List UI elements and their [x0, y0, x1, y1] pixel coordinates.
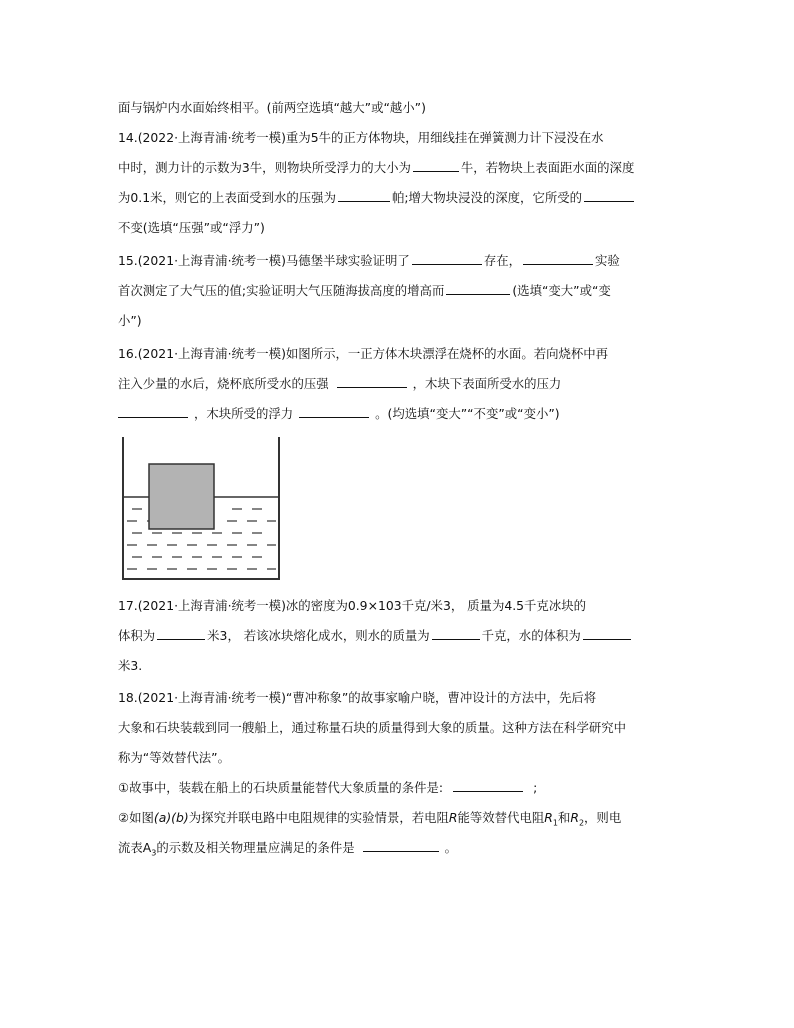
- question-18-line-5: [118, 808, 682, 833]
- text: R: [570, 810, 579, 825]
- answer-blank: [584, 189, 634, 202]
- answer-blank: [432, 627, 480, 640]
- text: 。: [444, 840, 457, 855]
- answer-blank: [338, 189, 390, 202]
- question-17-line-3: 米3.: [118, 658, 143, 673]
- subscript: 1: [552, 818, 558, 828]
- text: (b): [171, 810, 189, 825]
- subscript: 2: [578, 818, 585, 828]
- question-14-line-2: [118, 158, 682, 178]
- answer-blank: [583, 627, 631, 640]
- answer-blank: [413, 159, 459, 172]
- answer-blank: [412, 252, 482, 265]
- text: ，则电: [584, 810, 622, 825]
- question-14-line-3: [118, 188, 682, 208]
- beaker-figure: [122, 437, 280, 580]
- answer-blank: [363, 839, 439, 852]
- answer-blank: [299, 405, 369, 418]
- answer-blank: [446, 282, 510, 295]
- text: 千克，水的体积为: [481, 628, 581, 643]
- question-18-line-2: 大象和石块装载到同一艘船上，通过称量石块的质量得到大象的质量。这种方法在科学研究中: [118, 720, 627, 735]
- text: 米3， 若该冰块熔化成水，则水的质量为: [207, 628, 430, 643]
- text: 的示数及相关物理量应满足的条件是: [156, 840, 355, 855]
- text: 流表A: [118, 840, 152, 855]
- text: 存在，: [483, 253, 521, 268]
- text: (选填“变大”或“变: [512, 283, 611, 298]
- text: ②如图: [118, 810, 154, 825]
- question-15-line-3: 小”): [118, 313, 142, 328]
- question-16-line-1: 16.(2021·上海青浦·统考一模)如图所示，一正方体木块漂浮在烧杯的水面。若向烧杯中再: [118, 346, 609, 361]
- text: 牛，若物块上表面距水面的深度: [460, 160, 635, 175]
- text-line: 面与锅炉内水面始终相平。(前两空选填“越大”或“越小”): [118, 100, 426, 115]
- question-14-line-1: 14.(2022·上海青浦·统考一模)重为5牛的正方体物块，用细线挂在弹簧测力计下浸没在水: [118, 130, 604, 145]
- text: 能等效替代电阻: [457, 810, 545, 825]
- answer-blank: [453, 779, 523, 792]
- text: 体积为: [118, 628, 156, 643]
- answer-blank: [523, 252, 593, 265]
- question-18-line-6: [118, 838, 682, 863]
- question-16-line-2: [118, 374, 682, 394]
- question-15-line-1: [118, 251, 682, 271]
- text: ，木块所受的浮力: [194, 406, 294, 421]
- wooden-block: [149, 464, 214, 529]
- question-15-line-2: [118, 281, 682, 301]
- text: 为探究并联电路中电阻规律的实验情景，若电阻: [188, 810, 449, 825]
- text: ①故事中，装载在船上的石块质量能替代大象质量的条件是:: [118, 780, 444, 795]
- subscript: 3: [151, 848, 157, 858]
- text: 注入少量的水后，烧杯底所受水的压强: [118, 376, 329, 391]
- text: 帕;增大物块浸没的深度，它所受的: [391, 190, 583, 205]
- text: R: [544, 810, 553, 825]
- question-16-line-3: [118, 404, 682, 424]
- question-18-line-4: [118, 778, 682, 798]
- question-14-line-4: 不变(选填“压强”或“浮力”): [118, 220, 265, 235]
- text: 15.(2021·上海青浦·统考一模)马德堡半球实验证明了: [118, 253, 410, 268]
- question-17-line-2: [118, 626, 682, 646]
- answer-blank: [118, 405, 188, 418]
- text: ;: [533, 780, 538, 795]
- text: ，木块下表面所受水的压力: [412, 376, 562, 391]
- question-17-line-1: 17.(2021·上海青浦·统考一模)冰的密度为0.9×103千克/米3， 质量为4.5千克冰块的: [118, 598, 586, 613]
- question-18-line-1: 18.(2021·上海青浦·统考一模)“曹冲称象”的故事家喻户晓，曹冲设计的方法中，先后将: [118, 690, 597, 705]
- text: 为0.1米，则它的上表面受到水的压强为: [118, 190, 336, 205]
- text: 和: [557, 810, 571, 825]
- text: 。(均选填“变大”“不变”或“变小”): [375, 406, 560, 421]
- question-18-line-3: 称为“等效替代法”。: [118, 750, 230, 765]
- answer-blank: [337, 375, 407, 388]
- text: R: [448, 810, 458, 825]
- text: (a): [153, 810, 172, 825]
- answer-blank: [157, 627, 205, 640]
- text: 实验: [595, 253, 620, 268]
- text: 首次测定了大气压的值;实验证明大气压随海拔高度的增高而: [118, 283, 445, 298]
- text: 中时，测力计的示数为3牛，则物块所受浮力的大小为: [118, 160, 411, 175]
